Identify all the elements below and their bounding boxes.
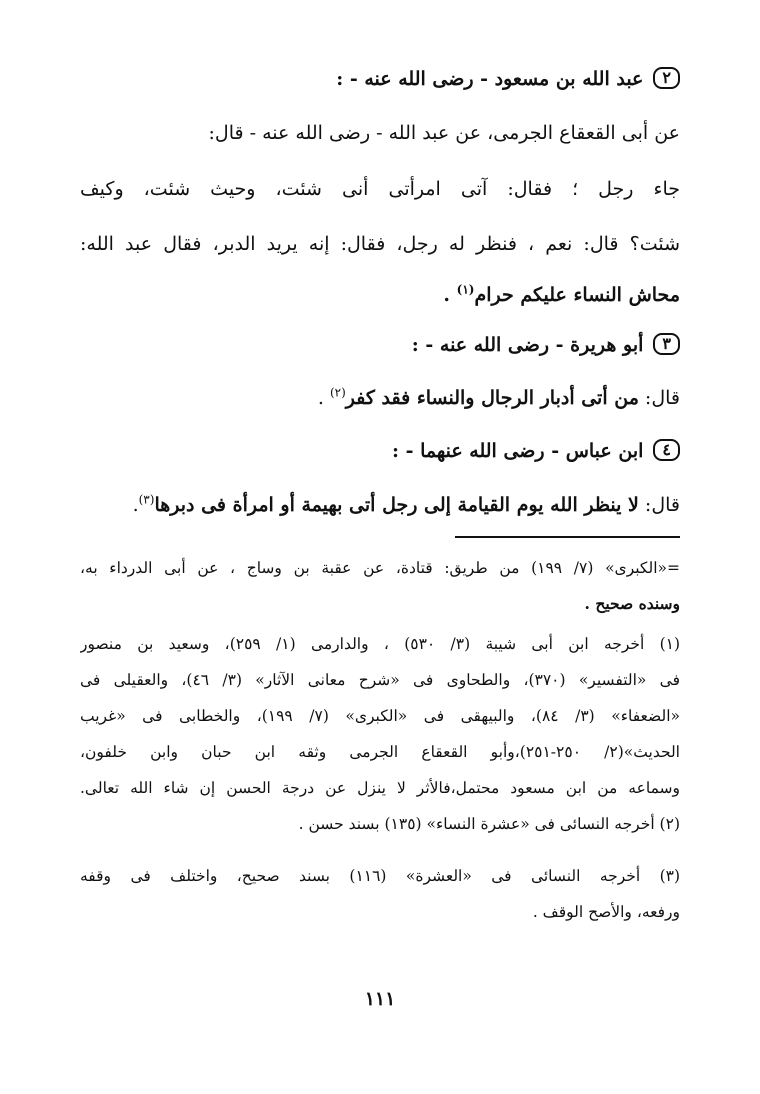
footnote-line: (١) أخرجه ابن أبى شيبة (٣/ ٥٣٠) ، والدارمى (١/ ٢٥٩)، وسعيد بن منصور (80, 635, 680, 653)
section-number-badge: ٣ (653, 333, 680, 355)
quote-prefix: قال: (638, 387, 680, 409)
footnote-line: (٣) أخرجه النسائى فى «العشرة» (١١٦) بسند صحيح، واختلف فى وقفه (80, 867, 680, 885)
section-heading-3 (80, 330, 680, 360)
footnote-line: (٢) أخرجه النسائى فى «عشرة النساء» (١٣٥) بسند حسن . (298, 815, 680, 833)
footnote-line: الحديث»(٢/ ٢٥٠-٢٥١)،وأبو القعقاع الجرمى وثقه ابن حبان وابن خلفون، (80, 743, 680, 761)
body-text-line: شئت؟ قال: نعم ، فنظر له رجل، فقال: إنه يريد الدبر، فقال عبد الله: (80, 233, 680, 255)
footnote-line: وسنده صحيح . (584, 594, 680, 613)
quote-text: محاش النساء عليكم حرام (474, 284, 680, 306)
hadith-quote (80, 383, 680, 413)
footnote-line: ورفعه، والأصح الوقف . (532, 903, 680, 921)
section-heading-text: عبد الله بن مسعود - رضى الله عنه - : (336, 68, 644, 90)
footnote-line: وسماعه من ابن مسعود محتمل،فالأثر لا ينزل عن درجة الحسن إن شاء الله تعالى. (80, 779, 680, 797)
body-text-line: جاء رجل ؛ فقال: آتى امرأتى أنى شئت، وحيث شئت، وكيف (80, 178, 680, 200)
section-heading-text: ابن عباس - رضى الله عنهما - : (391, 440, 644, 462)
quote-prefix: قال: (638, 494, 680, 516)
quote-end: . (317, 387, 330, 409)
footnote-ref: (٢) (329, 385, 346, 400)
quote-end: . (443, 284, 457, 306)
hadith-quote (80, 490, 680, 520)
section-number-badge: ٤ (653, 439, 680, 461)
footnote-divider (455, 536, 680, 538)
page-number: ١١١ (364, 988, 396, 1010)
section-heading-2 (80, 64, 680, 94)
section-heading-4 (80, 436, 680, 466)
quote-text: لا ينظر الله يوم القيامة إلى رجل أتى بهيمة أو امرأة فى دبرها (154, 494, 639, 516)
quote-text: من أتى أدبار الرجال والنساء فقد كفر (345, 387, 639, 409)
footnote-line: فى «التفسير» (٣٧٠)، والطحاوى فى «شرح معانى الآثار» (٣/ ٤٦)، والعقيلى فى (80, 671, 680, 689)
section-heading-text: أبو هريرة - رضى الله عنه - : (411, 334, 644, 356)
footnote-ref: (١) (456, 282, 475, 297)
body-text-line: عن أبى القعقاع الجرمى، عن عبد الله - رضى الله عنه - قال: (208, 122, 680, 144)
hadith-quote (80, 280, 680, 310)
footnote-ref: (٣) (138, 492, 155, 507)
footnote-line: «الضعفاء» (٣/ ٨٤)، والبيهقى فى «الكبرى» (٧/ ١٩٩)، والخطابى فى «غريب (80, 707, 680, 725)
section-number-badge: ٢ (653, 67, 680, 89)
footnote-line: =«الكبرى» (٧/ ١٩٩) من طريق: قتادة، عن عقبة بن وساج ، عن أبى الدرداء به، (80, 559, 680, 577)
quote-end: . (132, 494, 139, 516)
